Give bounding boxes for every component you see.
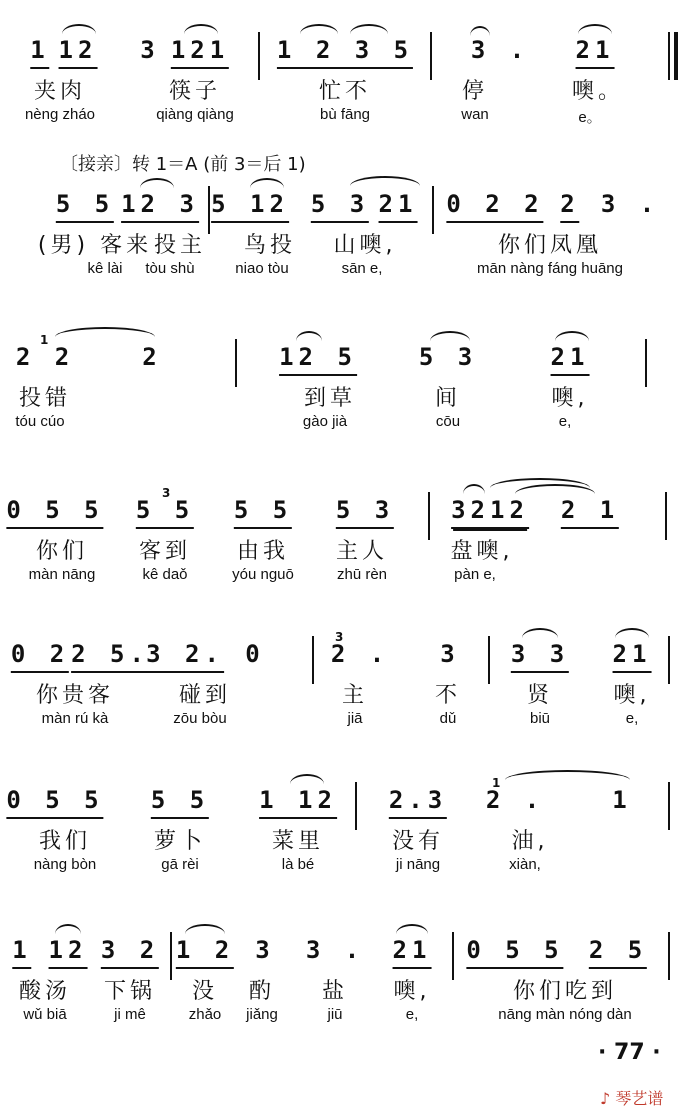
- note: 2 1: [561, 496, 619, 529]
- score-line-7: [0, 918, 690, 1048]
- note: 21: [393, 936, 432, 969]
- lyric-pinyin: niao tòu: [235, 260, 289, 277]
- lyric-pinyin: sān e,: [341, 260, 383, 277]
- note: 1 12: [259, 786, 337, 819]
- lyric-cn: 到草: [303, 386, 357, 411]
- note: 21: [613, 640, 652, 673]
- lyric-cn: 山噢,: [333, 233, 397, 258]
- lyric-pinyin: jiǎng: [246, 1006, 278, 1023]
- note: 1: [12, 936, 31, 969]
- note: 2 5: [589, 936, 647, 969]
- lyric-cn: 噢,: [551, 386, 589, 411]
- lyric-cn: 停: [461, 79, 489, 104]
- note: 3: [140, 36, 160, 64]
- lyric-pinyin: là bé: [281, 856, 315, 873]
- watermark-logo: [600, 1086, 663, 1109]
- note: 2 2: [15, 343, 75, 371]
- lyric-cn: 你们凤凰: [497, 233, 603, 258]
- note: 1: [612, 786, 632, 814]
- lyric-cn: 萝卜: [153, 829, 207, 854]
- lyric-pinyin: màn rú kà: [41, 710, 109, 727]
- logo-text: 琴艺谱: [615, 1089, 664, 1108]
- lyric-cn: 夹肉: [33, 79, 87, 104]
- lyric-pinyin: e,: [558, 413, 572, 430]
- note: 0: [245, 640, 265, 668]
- lyric-cn: 噢。: [571, 79, 625, 104]
- lyric-pinyin: e,: [625, 710, 639, 727]
- key-change-note: 〔接亲〕转 1＝A (前 3＝后 1): [60, 154, 306, 175]
- lyric-pinyin: dǔ: [439, 710, 457, 727]
- note: 5 12: [211, 190, 289, 223]
- lyric-cn: 噢,: [393, 979, 431, 1004]
- lyric-cn: 噢,: [613, 683, 651, 708]
- note: 5 3: [336, 496, 394, 529]
- lyric-pinyin: wan: [461, 106, 489, 123]
- lyric-pinyin: gā rèi: [161, 856, 199, 873]
- score-line-6: 0 5 5 5 5 1 12 2.3 1 2 . 1 我们 萝卜 菜里 没有 油, nàng bòn gā rèi là bé ji nāng xiàn,: [0, 768, 690, 898]
- lyric-cn: 碰到: [178, 683, 232, 708]
- lyric-cn: 油,: [511, 829, 549, 854]
- lyric-pinyin: màn nāng: [28, 566, 96, 583]
- lyric-cn: 投主: [153, 233, 207, 258]
- note: 1 2 3 5: [277, 36, 413, 69]
- note: 2 5.: [71, 640, 149, 673]
- note: 0 5 5: [6, 496, 103, 529]
- note: 2: [560, 190, 579, 223]
- note: 2 .: [485, 786, 545, 814]
- lyric-pinyin: xiàn,: [509, 856, 541, 873]
- lyric-pinyin: zhǎo: [188, 1006, 222, 1023]
- note: 3 2.: [146, 640, 224, 673]
- lyric-cn: 主: [341, 683, 369, 708]
- note: 3 .: [600, 190, 660, 218]
- lyric-cn: 没: [191, 979, 219, 1004]
- lyric-cn: 你们: [35, 539, 89, 564]
- note: 12 5: [279, 343, 357, 376]
- note: 5 5: [234, 496, 292, 529]
- lyric-cn: 盘噢,: [450, 539, 514, 564]
- note: 1: [30, 36, 49, 69]
- lyric-cn: 投错: [18, 386, 72, 411]
- lyric-cn: 酌: [248, 979, 276, 1004]
- lyric-cn: 由我: [236, 539, 290, 564]
- lyric-pinyin: kê lài: [87, 260, 123, 277]
- note: 21: [576, 36, 615, 69]
- note: 12 3: [121, 190, 199, 223]
- lyric-pinyin: kê daǒ: [142, 566, 188, 583]
- lyric-cn: 贤: [526, 683, 554, 708]
- lyric-pinyin: e。: [578, 109, 602, 126]
- note: 3 2: [101, 936, 159, 969]
- lyric-cn: 鸟投: [243, 233, 297, 258]
- score-line-4: 0 5 5 3 5 5 5 5 5 3 3212 2 1 你们 客到 由我 主人 盘噢, màn nāng kê daǒ yóu nguō zhū rèn pàn e,: [0, 478, 690, 608]
- note: 0 5 5: [466, 936, 563, 969]
- note: 12: [49, 936, 88, 969]
- lyric-cn: 不: [434, 683, 462, 708]
- lyric-pinyin: ji nāng: [395, 856, 441, 873]
- lyric-cn: 筷子: [168, 79, 222, 104]
- lyric-pinyin: wǔ biā: [23, 1006, 67, 1023]
- lyric-pinyin: jiā: [347, 710, 363, 727]
- lyric-pinyin: pàn e,: [454, 566, 496, 583]
- lyric-pinyin: ji mê: [114, 1006, 146, 1023]
- lyric-pinyin: jiū: [327, 1006, 343, 1023]
- lyric-cn: 盐: [321, 979, 349, 1004]
- note: 1 2: [176, 936, 234, 969]
- note: 0 2: [11, 640, 69, 673]
- note: 21: [551, 343, 590, 376]
- lyric-pinyin: nèng zháo: [24, 106, 96, 123]
- lyric-pinyin: bù fāng: [319, 106, 371, 123]
- lyric-cn: 你们吃到: [512, 979, 618, 1004]
- note: 3 .: [305, 936, 365, 964]
- lyric-pinyin: nàng bòn: [33, 856, 97, 873]
- lyric-pinyin: yóu nguō: [232, 566, 294, 583]
- lyric-pinyin: biū: [529, 710, 551, 727]
- note: 21: [379, 190, 418, 223]
- note: 2 .: [330, 640, 390, 668]
- note: 5 5: [151, 786, 209, 819]
- note: 3: [440, 640, 460, 668]
- note: 5 3: [311, 190, 369, 223]
- note: 2.3: [389, 786, 447, 819]
- score-line-3: 1 2 2 2 12 5 5 3 21 投错 到草 间 噢, tóu cúo gào jià cōu e,: [0, 325, 690, 455]
- lyric-pinyin: tòu shù: [145, 260, 195, 277]
- note: 0 2 2: [446, 190, 543, 223]
- lyric-pinyin: cōu: [435, 413, 461, 430]
- note: 0 5 5: [6, 786, 103, 819]
- lyric-pinyin: zōu bòu: [173, 710, 227, 727]
- page-number: · 77 ·: [598, 1040, 661, 1065]
- lyric-pinyin: mān nàng fáng huāng: [477, 260, 623, 277]
- note: 3: [255, 936, 275, 964]
- lyric-pinyin: qiàng qiàng: [156, 106, 234, 123]
- score-line-5: 0 2 2 5. 3 2. 0 3 2 . 3 3 3 21 你贵客 碰到 主 不 贤 噢, màn rú kà zōu bòu jiā dǔ biū e,: [0, 622, 690, 752]
- lyric-cn: 间: [434, 386, 462, 411]
- score-line-1: [0, 18, 690, 148]
- lyric-cn: 菜里: [271, 829, 325, 854]
- logo-icon: ♪: [600, 1089, 611, 1108]
- lyric-cn: 客到: [138, 539, 192, 564]
- note: 5 5: [136, 496, 194, 529]
- lyric-pinyin: e,: [405, 1006, 419, 1023]
- note: 2: [142, 343, 162, 371]
- lyric-cn: 酸汤: [18, 979, 72, 1004]
- lyric-pinyin: nāng màn nóng dàn: [498, 1006, 632, 1023]
- lyric-cn: 忙不: [318, 79, 372, 104]
- note: 5 5: [56, 190, 114, 223]
- lyric-cn: (男) 客来: [37, 233, 153, 258]
- lyric-pinyin: tóu cúo: [15, 413, 65, 430]
- note: 12: [59, 36, 98, 69]
- lyric-cn: 你贵客: [35, 683, 115, 708]
- note: 3 .: [470, 36, 530, 64]
- lyric-pinyin: gào jià: [302, 413, 348, 430]
- lyric-pinyin: zhū rèn: [336, 566, 388, 583]
- lyric-cn: 没有: [391, 829, 445, 854]
- note: 5 3: [418, 343, 478, 371]
- score-line-2: [0, 172, 690, 302]
- note: 121: [171, 36, 229, 69]
- lyric-cn: 我们: [38, 829, 92, 854]
- note: 3 3: [511, 640, 569, 673]
- note: 3212: [451, 496, 529, 529]
- lyric-cn: 下锅: [103, 979, 157, 1004]
- lyric-cn: 主人: [335, 539, 389, 564]
